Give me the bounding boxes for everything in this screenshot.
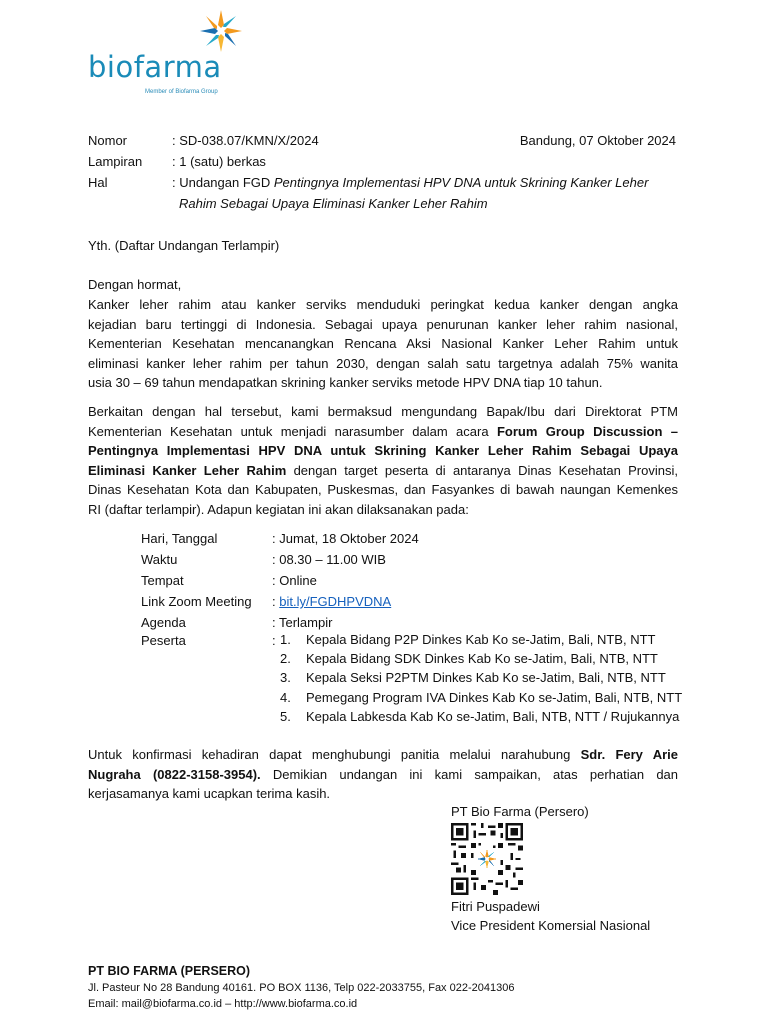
hal-value bbox=[172, 172, 648, 193]
event-name-part-1: Forum Group Discussion – bbox=[496, 423, 678, 439]
hal-prefix: : Undangan FGD bbox=[172, 175, 274, 190]
detail-tempat-label: Tempat bbox=[141, 573, 184, 588]
biofarma-star-icon bbox=[198, 8, 244, 54]
peserta-number: 5. bbox=[280, 708, 291, 724]
detail-zoom-label: Link Zoom Meeting bbox=[141, 594, 252, 609]
lampiran-label: Lampiran bbox=[88, 154, 143, 169]
logo-wordmark: biofarma bbox=[88, 50, 222, 84]
paragraph-2-line bbox=[88, 461, 678, 481]
hal-label: Hal bbox=[88, 175, 108, 190]
peserta-text: Kepala Seksi P2PTM Dinkes Kab Ko se-Jatim, Bali, NTB, NTT bbox=[306, 670, 666, 686]
nomor-label: Nomor bbox=[88, 133, 128, 148]
nomor-value: : SD-038.07/KMN/X/2024 bbox=[172, 133, 319, 148]
contact-name-part-1: Sdr. Fery Arie bbox=[580, 747, 678, 762]
paragraph-2-line: Dinas Kesehatan Kota dan Kabupaten, Puskesmas, dan Fasyankes di bawah naungan Kemenkes bbox=[88, 482, 678, 497]
paragraph-1-line: usia 30 – 69 tahun mendapatkan skrining kanker serviks metode HPV DNA tiap 10 tahun. bbox=[88, 375, 603, 390]
detail-peserta-colon: : bbox=[272, 633, 276, 648]
hal-subject-line-2 bbox=[179, 193, 488, 214]
paragraph-1-line: Kementerian Kesehatan mencanangkan Rencana Aksi Nasional Kanker Leher Rahim untuk bbox=[88, 336, 678, 351]
paragraph-1-line: Kanker leher rahim atau kanker serviks menduduki peringkat kedua kanker dengan angka bbox=[88, 297, 678, 312]
closing-line bbox=[88, 765, 678, 785]
peserta-number: 3. bbox=[280, 670, 291, 686]
peserta-number: 4. bbox=[280, 689, 291, 705]
paragraph-1-line: kejadian baru tertinggi di Indonesia. Sebagai upaya penurunan kanker leher rahim nasional, bbox=[88, 316, 678, 332]
closing-text: Untuk konfirmasi kehadiran dapat menghubungi panitia melalui narahubung bbox=[88, 747, 581, 762]
peserta-number: 2. bbox=[280, 651, 291, 667]
signature-qr-code bbox=[451, 823, 523, 895]
paragraph-2-line bbox=[88, 441, 678, 461]
signatory-name: Fitri Puspadewi bbox=[451, 899, 540, 914]
footer-contact: Email: mail@biofarma.co.id – http://www.biofarma.co.id bbox=[88, 998, 358, 1010]
detail-agenda-value: : Terlampir bbox=[272, 615, 333, 630]
peserta-text: Kepala Labkesda Kab Ko se-Jatim, Bali, NTB, NTT / Rujukannya bbox=[306, 708, 680, 724]
detail-agenda-label: Agenda bbox=[141, 615, 186, 630]
paragraph-2-line: RI (daftar terlampir). Adapun kegiatan ini akan dilaksanakan pada: bbox=[88, 501, 469, 517]
peserta-item bbox=[280, 707, 682, 726]
zoom-meeting-link[interactable]: bit.ly/FGDHPVDNA bbox=[279, 594, 392, 609]
peserta-number: 1. bbox=[280, 632, 291, 647]
peserta-text: Pemegang Program IVA Dinkes Kab Ko se-Jatim, Bali, NTB, NTT bbox=[306, 689, 683, 705]
biofarma-logo bbox=[88, 8, 248, 95]
closing-text: Demikian undangan ini kami sampaikan, atas perhatian dan bbox=[260, 766, 679, 782]
paragraph-2-text: Kementerian Kesehatan untuk menjadi narasumber dalam acara bbox=[88, 423, 497, 439]
letter-date: Bandung, 07 Oktober 2024 bbox=[519, 133, 676, 148]
paragraph-1-line: eliminasi kanker leher rahim per tahun 2030, dengan salah satu targetnya adalah 75% wanita bbox=[88, 355, 678, 371]
detail-peserta-label: Peserta bbox=[141, 633, 186, 648]
closing-line bbox=[88, 745, 678, 765]
peserta-text: Kepala Bidang P2P Dinkes Kab Ko se-Jatim, Bali, NTB, NTT bbox=[306, 632, 656, 647]
detail-tempat-value: : Online bbox=[272, 573, 317, 588]
paragraph-1 bbox=[88, 295, 678, 393]
paragraph-2-line bbox=[88, 422, 678, 442]
hal-subject-text-2: Rahim Sebagai Upaya Eliminasi Kanker Leher Rahim bbox=[179, 196, 488, 211]
lampiran-value: : 1 (satu) berkas bbox=[172, 154, 266, 169]
paragraph-2-text: dengan target peserta di antaranya Dinas Kesehatan Provinsi, bbox=[286, 462, 678, 478]
peserta-text: Kepala Bidang SDK Dinkes Kab Ko se-Jatim, Bali, NTB, NTT bbox=[306, 651, 658, 667]
greeting: Dengan hormat, bbox=[88, 277, 182, 292]
logo-tagline: Member of Biofarma Group bbox=[145, 89, 218, 95]
hal-subject-line-1: Pentingnya Implementasi HPV DNA untuk Skrining Kanker Leher bbox=[273, 175, 649, 190]
detail-waktu-label: Waktu bbox=[141, 552, 178, 567]
detail-zoom-value bbox=[272, 591, 391, 612]
peserta-item bbox=[280, 649, 682, 668]
paragraph-2 bbox=[88, 402, 678, 519]
peserta-item bbox=[280, 630, 682, 649]
detail-hari-value: : Jumat, 18 Oktober 2024 bbox=[272, 531, 419, 546]
footer-company: PT BIO FARMA (PERSERO) bbox=[88, 964, 251, 978]
footer-address: Jl. Pasteur No 28 Bandung 40161. PO BOX 1136, Telp 022-2033755, Fax 022-2041306 bbox=[88, 982, 515, 994]
peserta-item bbox=[280, 668, 682, 687]
zoom-colon: : bbox=[272, 594, 280, 609]
closing-line: kerjasamanya kami ucapkan terima kasih. bbox=[88, 786, 331, 801]
event-name-part-2: Pentingnya Implementasi HPV DNA untuk Skrining Kanker Leher Rahim Sebagai Upaya bbox=[88, 443, 678, 458]
peserta-item bbox=[280, 688, 682, 707]
peserta-list bbox=[280, 630, 682, 726]
contact-name-part-2: Nugraha (0822-3158-3954). bbox=[88, 766, 261, 782]
recipient: Yth. (Daftar Undangan Terlampir) bbox=[88, 238, 280, 253]
paragraph-2-line: Berkaitan dengan hal tersebut, kami bermaksud mengundang Bapak/Ibu dari Direktorat PTM bbox=[88, 404, 678, 419]
detail-waktu-value: : 08.30 – 11.00 WIB bbox=[272, 552, 386, 567]
closing-paragraph bbox=[88, 745, 678, 804]
signature-company: PT Bio Farma (Persero) bbox=[451, 804, 589, 819]
signatory-title: Vice President Komersial Nasional bbox=[451, 918, 651, 933]
event-name-part-3: Eliminasi Kanker Leher Rahim bbox=[88, 462, 287, 478]
detail-hari-label: Hari, Tanggal bbox=[141, 531, 218, 546]
